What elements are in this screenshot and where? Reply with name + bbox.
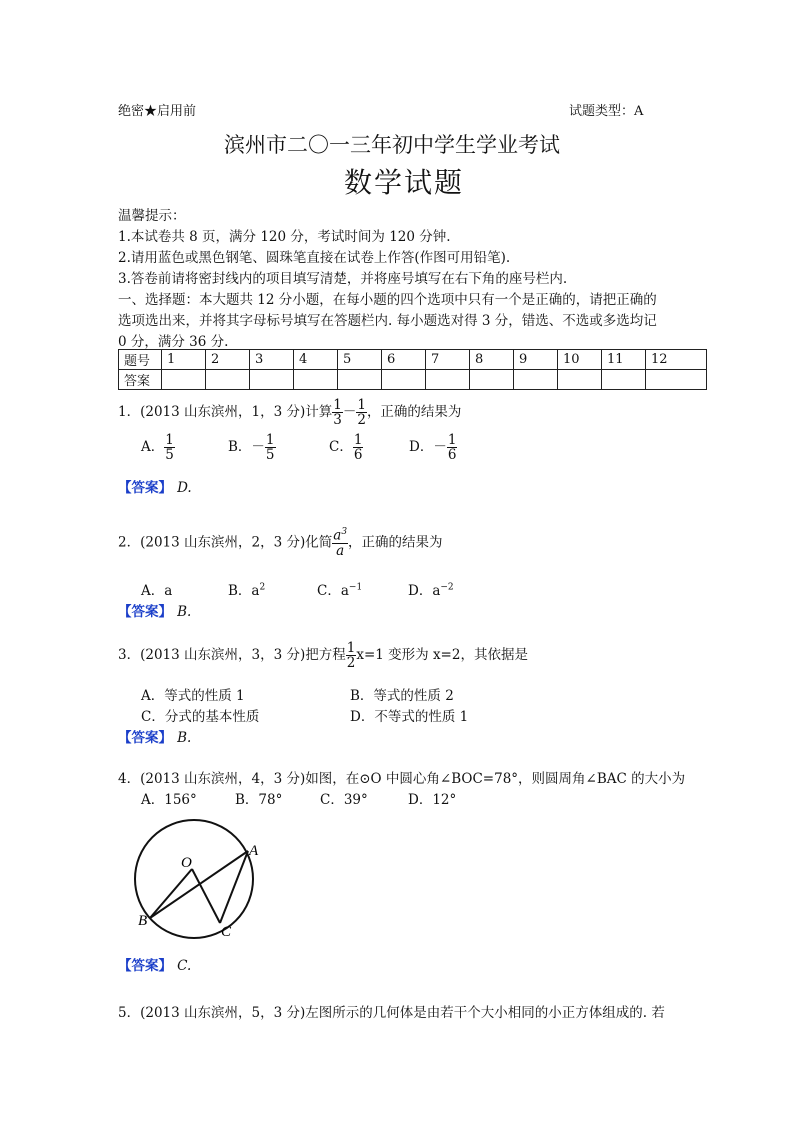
question-5: 5．(2013 山东滨州，5，3 分)左图所示的几何体是由若干个大小相同的小正方体组成的. 若 xyxy=(118,1005,665,1021)
table-cell-label: 题号 xyxy=(119,350,162,370)
option-c: C．分式的基本性质 xyxy=(141,709,260,725)
table-cell: 9 xyxy=(514,350,558,370)
question-4: 4．(2013 山东滨州，4，3 分)如图，在⊙O 中圆心角∠BOC=78°，则圆周角∠BAC 的大小为 xyxy=(118,771,686,787)
option-b: B．等式的性质 2 xyxy=(350,688,454,704)
segment-oc xyxy=(192,869,220,923)
question-text: ，正确的结果为 xyxy=(366,404,462,421)
option-c: C． $\frac{1}{6}$ xyxy=(329,432,363,464)
question-1 xyxy=(118,398,461,427)
table-cell: 3 xyxy=(250,350,294,370)
fraction: $\frac{a^3}{a}$ xyxy=(333,527,348,559)
question-text: 2．(2013 山东滨州，2，3 分)化简 xyxy=(118,534,333,551)
question-text: 3．(2013 山东滨州，3，3 分)把方程 xyxy=(118,647,346,664)
table-cell: 10 xyxy=(558,350,602,370)
fraction: $\frac{1}{2}$ xyxy=(346,640,356,672)
answer-cell[interactable] xyxy=(426,370,470,390)
note-item: 3.答卷前请将密封线内的项目填写清楚，并将座号填写在右下角的座号栏内. xyxy=(118,271,568,287)
notes-heading: 温馨提示： xyxy=(118,208,186,224)
answer-cell[interactable] xyxy=(514,370,558,390)
option-b: B．78° xyxy=(235,792,283,808)
option-a: A． $\frac{1}{5}$ xyxy=(141,432,174,464)
answer-cell[interactable] xyxy=(250,370,294,390)
header-left: 绝密★启用前 xyxy=(118,104,197,119)
answer-cell[interactable] xyxy=(382,370,426,390)
option-d: D．不等式的性质 1 xyxy=(350,709,469,725)
answer-cell[interactable] xyxy=(470,370,514,390)
option-d: D．－ $\frac{1}{6}$ xyxy=(409,432,457,464)
header-right: 试题类型：A xyxy=(569,104,644,119)
table-row xyxy=(119,350,707,370)
note-item: 2.请用蓝色或黑色钢笔、圆珠笔直接在试卷上作答(作图可用铅笔). xyxy=(118,250,511,266)
answer-cell[interactable] xyxy=(162,370,206,390)
answer-line xyxy=(118,726,191,746)
answer-value: D. xyxy=(177,480,192,496)
option-d: D．$a^{-2}$ xyxy=(408,582,454,599)
answer-label: 【答案】 xyxy=(118,480,172,496)
fraction: $\frac{1}{2}$ xyxy=(357,397,366,429)
table-cell: 8 xyxy=(470,350,514,370)
table-cell: 1 xyxy=(162,350,206,370)
fraction: $\frac{1}{3}$ xyxy=(333,397,342,429)
note-item: 1.本试卷共 8 页，满分 120 分，考试时间为 120 分钟. xyxy=(118,229,451,245)
label-b: B xyxy=(138,913,148,929)
table-cell: 5 xyxy=(338,350,382,370)
option-b: B．－ $\frac{1}{5}$ xyxy=(228,432,275,464)
answer-value: B. xyxy=(177,604,192,620)
answer-table xyxy=(118,349,707,390)
answer-label: 【答案】 xyxy=(118,958,172,974)
label-c: C xyxy=(221,924,232,940)
option-c: C．$a^{-1}$ xyxy=(317,582,363,599)
option-a: A．156° xyxy=(141,792,197,808)
segment-ba xyxy=(150,851,248,918)
answer-cell[interactable] xyxy=(558,370,602,390)
answer-label: 【答案】 xyxy=(118,730,172,746)
fraction: $\frac{1}{6}$ xyxy=(353,432,363,464)
answer-line xyxy=(118,600,191,620)
answer-cell[interactable] xyxy=(602,370,646,390)
answer-label: 【答案】 xyxy=(118,604,172,620)
answer-value: B. xyxy=(177,730,192,746)
operator: － xyxy=(342,404,357,421)
table-cell: 12 xyxy=(646,350,707,370)
section-instructions: 一、选择题：本大题共 12 分小题，在每小题的四个选项中只有一个是正确的，请把正确的 xyxy=(118,292,657,308)
section-instructions: 0 分，满分 36 分. xyxy=(118,334,229,350)
fraction: $\frac{1}{5}$ xyxy=(265,432,275,464)
table-cell: 11 xyxy=(602,350,646,370)
fraction: $\frac{1}{6}$ xyxy=(447,432,457,464)
answer-cell[interactable] xyxy=(646,370,707,390)
table-row xyxy=(119,370,707,390)
table-cell: 4 xyxy=(294,350,338,370)
page-title: 滨州市二〇一三年初中学生学业考试 xyxy=(224,133,560,157)
option-a: A．等式的性质 1 xyxy=(141,688,245,704)
circle-shape xyxy=(135,820,253,938)
answer-cell[interactable] xyxy=(294,370,338,390)
circle-figure xyxy=(125,815,275,945)
question-2 xyxy=(118,528,443,558)
question-text: x=1 变形为 x=2，其依据是 xyxy=(356,647,528,664)
label-o: O xyxy=(181,855,192,871)
table-cell-label: 答案 xyxy=(119,370,162,390)
answer-line xyxy=(118,954,191,974)
question-text: 1．(2013 山东滨州，1，3 分)计算 xyxy=(118,404,333,421)
answer-cell[interactable] xyxy=(338,370,382,390)
option-b: B．$a^2$ xyxy=(228,582,266,599)
label-a: A xyxy=(249,843,259,859)
option-c: C．39° xyxy=(320,792,368,808)
page-subtitle: 数学试题 xyxy=(344,166,465,199)
question-3 xyxy=(118,641,528,670)
table-cell: 7 xyxy=(426,350,470,370)
answer-value: C. xyxy=(177,958,192,974)
option-d: D．12° xyxy=(408,792,457,808)
option-a: A．a xyxy=(141,583,173,599)
answer-line xyxy=(118,476,192,496)
answer-cell[interactable] xyxy=(206,370,250,390)
section-instructions: 选项选出来，并将其字母标号填写在答题栏内. 每小题选对得 3 分，错选、不选或多选均记 xyxy=(118,313,657,329)
fraction: $\frac{1}{5}$ xyxy=(165,432,174,464)
table-cell: 6 xyxy=(382,350,426,370)
table-cell: 2 xyxy=(206,350,250,370)
question-text: ，正确的结果为 xyxy=(348,534,443,551)
